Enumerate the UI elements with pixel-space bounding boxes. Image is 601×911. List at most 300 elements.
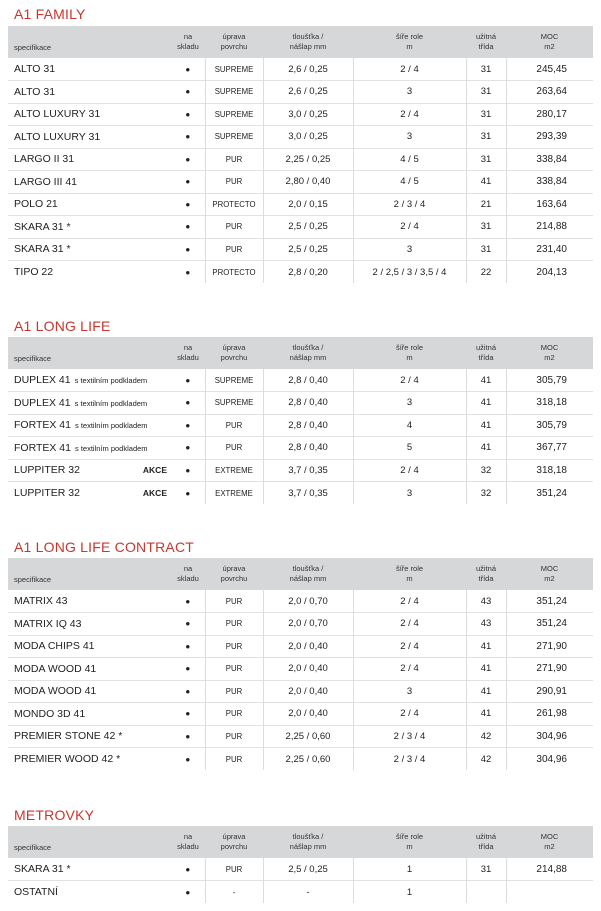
header-surface-line1: úprava xyxy=(222,564,246,573)
in-stock-dot: • xyxy=(185,440,191,456)
in-stock-dot: • xyxy=(185,151,191,167)
product-name-cell xyxy=(8,261,171,284)
table-row xyxy=(8,748,593,771)
header-width xyxy=(353,26,466,58)
price-table xyxy=(8,337,593,504)
header-stock-line1: na xyxy=(183,343,193,352)
in-stock-dot: • xyxy=(185,661,191,677)
price-cell: 351,24 xyxy=(506,482,593,505)
width-cell: 3 xyxy=(353,680,466,703)
width-cell: 2 / 2,5 / 3 / 3,5 / 4 xyxy=(353,261,466,284)
product-name: DUPLEX 41 xyxy=(14,374,71,386)
product-name-cell xyxy=(8,635,171,658)
class-cell: 31 xyxy=(466,858,506,881)
class-cell: 31 xyxy=(466,238,506,261)
product-name: LARGO III 41 xyxy=(14,175,78,188)
header-surface-line1: úprava xyxy=(222,832,246,841)
product-name: LUPPITER 32 xyxy=(14,464,80,477)
class-cell xyxy=(466,881,506,904)
table-row xyxy=(8,437,593,460)
product-name: LUPPITER 32 xyxy=(14,487,80,499)
class-cell: 41 xyxy=(466,171,506,194)
section-title: METROVKY xyxy=(14,807,95,823)
table-row xyxy=(8,58,593,81)
price-cell: 163,64 xyxy=(506,193,593,216)
header-surface xyxy=(205,26,263,58)
table-row xyxy=(8,193,593,216)
class-cell: 43 xyxy=(466,613,506,636)
surface-cell: PUR xyxy=(205,635,263,658)
header-surface-line1: úprava xyxy=(222,343,246,352)
header-width-line2: m xyxy=(406,42,413,51)
surface-cell: SUPREME xyxy=(205,103,263,126)
surface-cell: PUR xyxy=(205,437,263,460)
class-cell: 31 xyxy=(466,58,506,81)
product-name: POLO 21 xyxy=(14,198,58,211)
header-thickness-line2: nášlap mm xyxy=(289,353,327,362)
width-cell: 2 / 4 xyxy=(353,459,466,482)
in-stock-dot: • xyxy=(185,616,191,632)
product-name: MODA WOOD 41 xyxy=(14,685,97,698)
class-cell: 41 xyxy=(466,437,506,460)
price-table xyxy=(8,558,593,770)
width-cell: 3 xyxy=(353,392,466,415)
product-name-cell xyxy=(8,858,171,881)
product-name: ALTO LUXURY 31 xyxy=(14,130,101,143)
price-cell: 304,96 xyxy=(506,748,593,771)
price-cell: 271,90 xyxy=(506,658,593,681)
header-thickness-line2: nášlap mm xyxy=(289,574,327,583)
header-row xyxy=(8,337,593,369)
surface-cell: - xyxy=(205,881,263,904)
header-price-line1: MOC xyxy=(540,832,559,841)
price-cell: 293,39 xyxy=(506,126,593,149)
header-class-line2: třída xyxy=(478,353,494,362)
product-name: PREMIER STONE 42 * xyxy=(14,730,123,743)
width-cell: 1 xyxy=(353,881,466,904)
header-stock-line2: skladu xyxy=(177,574,199,583)
header-price xyxy=(506,337,593,369)
header-thickness-line1: tloušťka / xyxy=(292,832,324,841)
akce-badge: AKCE xyxy=(142,465,167,476)
table-row xyxy=(8,369,593,392)
price-cell: 214,88 xyxy=(506,858,593,881)
width-cell: 3 xyxy=(353,238,466,261)
thickness-cell: 2,25 / 0,60 xyxy=(263,748,353,771)
header-thickness-line1: tloušťka / xyxy=(292,343,324,352)
table-row xyxy=(8,81,593,104)
akce-badge: AKCE xyxy=(142,488,167,498)
table-row xyxy=(8,680,593,703)
table-row xyxy=(8,658,593,681)
surface-cell: PUR xyxy=(205,748,263,771)
width-cell: 3 xyxy=(353,482,466,505)
price-cell: 351,24 xyxy=(506,590,593,613)
price-cell: 338,84 xyxy=(506,171,593,194)
in-stock-dot: • xyxy=(185,219,191,235)
width-cell: 2 / 4 xyxy=(353,58,466,81)
header-price-line2: m2 xyxy=(544,42,555,51)
class-cell: 31 xyxy=(466,148,506,171)
product-name: MODA CHIPS 41 xyxy=(14,640,95,653)
header-surface-line2: povrchu xyxy=(220,842,248,851)
header-stock-line1: na xyxy=(183,32,193,41)
price-cell: 351,24 xyxy=(506,613,593,636)
header-price-line2: m2 xyxy=(544,842,555,851)
header-class-line1: užitná xyxy=(475,564,496,573)
width-cell: 4 / 5 xyxy=(353,148,466,171)
product-name: DUPLEX 41 xyxy=(14,396,71,409)
product-name-cell xyxy=(8,238,171,261)
header-thickness-line1: tloušťka / xyxy=(292,564,324,573)
table-row xyxy=(8,238,593,261)
width-cell: 2 / 3 / 4 xyxy=(353,193,466,216)
surface-cell: PUR xyxy=(205,171,263,194)
header-class-line1: užitná xyxy=(475,32,496,41)
header-width xyxy=(353,558,466,590)
surface-cell: PUR xyxy=(205,238,263,261)
product-name-cell xyxy=(8,437,171,460)
header-row xyxy=(8,26,593,58)
header-stock-line1: na xyxy=(183,832,193,841)
class-cell: 41 xyxy=(466,635,506,658)
header-thickness-line2: nášlap mm xyxy=(289,42,327,51)
surface-cell: SUPREME xyxy=(205,81,263,104)
surface-cell: PUR xyxy=(205,658,263,681)
header-stock xyxy=(171,26,205,58)
width-cell: 5 xyxy=(353,437,466,460)
header-row xyxy=(8,826,593,858)
product-name: OSTATNÍ xyxy=(14,886,58,898)
header-spec: specifikace xyxy=(14,843,52,852)
thickness-cell: 2,0 / 0,70 xyxy=(263,613,353,636)
header-row xyxy=(8,558,593,590)
header-width-line1: šíře role xyxy=(395,564,424,573)
table-row xyxy=(8,459,593,482)
header-width-line2: m xyxy=(406,574,413,583)
in-stock-dot: • xyxy=(185,196,191,212)
product-name-cell xyxy=(8,58,171,81)
thickness-cell: 3,0 / 0,25 xyxy=(263,126,353,149)
in-stock-dot: • xyxy=(185,106,191,122)
header-surface-line2: povrchu xyxy=(220,353,248,362)
product-name-cell xyxy=(8,680,171,703)
header-price xyxy=(506,558,593,590)
table-row xyxy=(8,482,593,505)
product-name-cell xyxy=(8,703,171,726)
price-cell: 367,77 xyxy=(506,437,593,460)
class-cell: 31 xyxy=(466,81,506,104)
class-cell: 41 xyxy=(466,369,506,392)
header-stock xyxy=(171,558,205,590)
surface-cell: PUR xyxy=(205,613,263,636)
in-stock-dot: • xyxy=(185,683,191,699)
header-price-line1: MOC xyxy=(540,343,559,352)
in-stock-dot: • xyxy=(185,751,191,767)
surface-cell: SUPREME xyxy=(205,126,263,149)
class-cell: 31 xyxy=(466,103,506,126)
class-cell: 32 xyxy=(466,459,506,482)
header-class-line2: třída xyxy=(478,842,494,851)
table-row xyxy=(8,635,593,658)
in-stock-dot: • xyxy=(185,84,191,100)
header-class-line2: třída xyxy=(478,574,494,583)
header-thickness-line2: nášlap mm xyxy=(289,842,327,851)
surface-cell: EXTREME xyxy=(205,459,263,482)
table-row xyxy=(8,703,593,726)
product-name: SKARA 31 * xyxy=(14,220,71,233)
thickness-cell: 2,5 / 0,25 xyxy=(263,238,353,261)
class-cell: 41 xyxy=(466,680,506,703)
class-cell: 31 xyxy=(466,126,506,149)
header-width-line1: šíře role xyxy=(395,832,424,841)
header-surface xyxy=(205,826,263,858)
header-thickness-line1: tloušťka / xyxy=(292,32,324,41)
header-thickness xyxy=(263,26,353,58)
in-stock-dot: • xyxy=(185,395,191,411)
header-width xyxy=(353,337,466,369)
width-cell: 2 / 3 / 4 xyxy=(353,725,466,748)
product-name-cell xyxy=(8,81,171,104)
thickness-cell: 2,80 / 0,40 xyxy=(263,171,353,194)
width-cell: 2 / 4 xyxy=(353,216,466,239)
product-name-cell xyxy=(8,414,171,437)
product-name-cell xyxy=(8,482,171,505)
product-name-cell xyxy=(8,613,171,636)
header-class-line1: užitná xyxy=(475,343,496,352)
header-class xyxy=(466,826,506,858)
surface-cell: PUR xyxy=(205,680,263,703)
product-name: ALTO 31 xyxy=(14,63,56,75)
price-cell: 290,91 xyxy=(506,680,593,703)
thickness-cell: 2,25 / 0,60 xyxy=(263,725,353,748)
header-price xyxy=(506,26,593,58)
table-row xyxy=(8,171,593,194)
thickness-cell: 2,0 / 0,40 xyxy=(263,658,353,681)
price-cell xyxy=(506,881,593,904)
in-stock-dot: • xyxy=(185,861,191,877)
width-cell: 1 xyxy=(353,858,466,881)
product-name: MATRIX 43 xyxy=(14,595,68,607)
product-name: FORTEX 41 xyxy=(14,441,71,454)
table-row xyxy=(8,613,593,636)
header-thickness xyxy=(263,826,353,858)
thickness-cell: 2,0 / 0,40 xyxy=(263,680,353,703)
header-surface xyxy=(205,558,263,590)
thickness-cell: 2,8 / 0,40 xyxy=(263,392,353,415)
price-table xyxy=(8,826,593,903)
in-stock-dot: • xyxy=(185,638,191,654)
in-stock-dot: • xyxy=(185,884,191,900)
product-name: SKARA 31 * xyxy=(14,863,71,875)
header-price xyxy=(506,826,593,858)
thickness-cell: - xyxy=(263,881,353,904)
width-cell: 3 xyxy=(353,81,466,104)
product-name: MONDO 3D 41 xyxy=(14,707,86,720)
thickness-cell: 2,0 / 0,15 xyxy=(263,193,353,216)
header-thickness xyxy=(263,337,353,369)
product-note: s textilním podkladem xyxy=(74,376,148,385)
header-price-line1: MOC xyxy=(540,564,559,573)
class-cell: 42 xyxy=(466,725,506,748)
width-cell: 2 / 4 xyxy=(353,703,466,726)
in-stock-dot: • xyxy=(185,462,191,478)
thickness-cell: 2,5 / 0,25 xyxy=(263,858,353,881)
header-surface-line1: úprava xyxy=(222,32,246,41)
header-width-line1: šíře role xyxy=(395,343,424,352)
price-cell: 305,79 xyxy=(506,414,593,437)
in-stock-dot: • xyxy=(185,61,191,77)
header-class-line1: užitná xyxy=(475,832,496,841)
product-note: s textilním podkladem xyxy=(74,398,148,408)
class-cell: 31 xyxy=(466,216,506,239)
in-stock-dot: • xyxy=(185,129,191,145)
in-stock-dot: • xyxy=(185,372,191,388)
in-stock-dot: • xyxy=(185,593,191,609)
table-row xyxy=(8,261,593,284)
price-cell: 318,18 xyxy=(506,392,593,415)
width-cell: 2 / 4 xyxy=(353,613,466,636)
surface-cell: SUPREME xyxy=(205,58,263,81)
thickness-cell: 2,0 / 0,40 xyxy=(263,635,353,658)
product-name-cell xyxy=(8,459,171,482)
price-cell: 304,96 xyxy=(506,725,593,748)
table-row xyxy=(8,858,593,881)
class-cell: 41 xyxy=(466,658,506,681)
table-row xyxy=(8,392,593,415)
table-row xyxy=(8,881,593,904)
price-table xyxy=(8,26,593,283)
thickness-cell: 2,8 / 0,40 xyxy=(263,369,353,392)
price-cell: 305,79 xyxy=(506,369,593,392)
in-stock-dot: • xyxy=(185,728,191,744)
product-name: MATRIX IQ 43 xyxy=(14,617,82,630)
surface-cell: PROTECTO xyxy=(205,193,263,216)
header-surface xyxy=(205,337,263,369)
thickness-cell: 2,8 / 0,20 xyxy=(263,261,353,284)
product-name-cell xyxy=(8,216,171,239)
header-class xyxy=(466,558,506,590)
price-cell: 261,98 xyxy=(506,703,593,726)
header-spec: specifikace xyxy=(14,354,52,363)
price-cell: 280,17 xyxy=(506,103,593,126)
header-width-line1: šíře role xyxy=(395,32,424,41)
thickness-cell: 3,7 / 0,35 xyxy=(263,459,353,482)
product-name-cell xyxy=(8,193,171,216)
table-row xyxy=(8,126,593,149)
section-title: A1 LONG LIFE CONTRACT xyxy=(14,539,195,555)
header-thickness xyxy=(263,558,353,590)
product-name-cell xyxy=(8,126,171,149)
price-cell: 245,45 xyxy=(506,58,593,81)
header-width-line2: m xyxy=(406,842,413,851)
thickness-cell: 3,7 / 0,35 xyxy=(263,482,353,505)
table-row xyxy=(8,414,593,437)
width-cell: 2 / 3 / 4 xyxy=(353,748,466,771)
header-price-line1: MOC xyxy=(540,32,559,41)
in-stock-dot: • xyxy=(185,241,191,257)
surface-cell: PUR xyxy=(205,590,263,613)
surface-cell: PUR xyxy=(205,148,263,171)
table-row xyxy=(8,103,593,126)
product-name-cell xyxy=(8,369,171,392)
header-surface-line2: povrchu xyxy=(220,574,248,583)
price-cell: 204,13 xyxy=(506,261,593,284)
product-name-cell xyxy=(8,392,171,415)
product-note: s textilním podkladem xyxy=(75,421,148,431)
width-cell: 2 / 4 xyxy=(353,369,466,392)
width-cell: 2 / 4 xyxy=(353,658,466,681)
in-stock-dot: • xyxy=(185,264,191,280)
surface-cell: SUPREME xyxy=(205,369,263,392)
section-title: A1 LONG LIFE xyxy=(14,318,111,334)
header-stock-line2: skladu xyxy=(177,842,199,851)
price-cell: 318,18 xyxy=(506,459,593,482)
header-spec: specifikace xyxy=(14,575,52,584)
thickness-cell: 2,5 / 0,25 xyxy=(263,216,353,239)
product-name: MODA WOOD 41 xyxy=(14,662,97,675)
width-cell: 2 / 4 xyxy=(353,635,466,658)
section-title: A1 FAMILY xyxy=(14,6,86,22)
in-stock-dot: • xyxy=(185,485,191,501)
width-cell: 3 xyxy=(353,126,466,149)
header-price-line2: m2 xyxy=(544,353,555,362)
width-cell: 4 xyxy=(353,414,466,437)
product-name-cell xyxy=(8,748,171,771)
price-cell: 263,64 xyxy=(506,81,593,104)
thickness-cell: 2,25 / 0,25 xyxy=(263,148,353,171)
product-name-cell xyxy=(8,590,171,613)
in-stock-dot: • xyxy=(185,417,191,433)
in-stock-dot: • xyxy=(185,706,191,722)
header-price-line2: m2 xyxy=(544,574,555,583)
header-stock xyxy=(171,826,205,858)
class-cell: 42 xyxy=(466,748,506,771)
thickness-cell: 2,8 / 0,40 xyxy=(263,414,353,437)
thickness-cell: 3,0 / 0,25 xyxy=(263,103,353,126)
header-class-line2: třída xyxy=(478,42,494,51)
price-cell: 231,40 xyxy=(506,238,593,261)
surface-cell: PUR xyxy=(205,216,263,239)
table-row xyxy=(8,216,593,239)
header-class xyxy=(466,337,506,369)
class-cell: 41 xyxy=(466,703,506,726)
width-cell: 2 / 4 xyxy=(353,103,466,126)
product-name: ALTO LUXURY 31 xyxy=(14,108,101,121)
surface-cell: PUR xyxy=(205,858,263,881)
header-width-line2: m xyxy=(406,353,413,362)
product-name: LARGO II 31 xyxy=(14,153,75,166)
class-cell: 32 xyxy=(466,482,506,505)
thickness-cell: 2,0 / 0,40 xyxy=(263,703,353,726)
header-spec: specifikace xyxy=(14,43,52,52)
thickness-cell: 2,0 / 0,70 xyxy=(263,590,353,613)
class-cell: 43 xyxy=(466,590,506,613)
width-cell: 2 / 4 xyxy=(353,590,466,613)
surface-cell: PUR xyxy=(205,725,263,748)
product-name: TIPO 22 xyxy=(14,266,54,278)
price-cell: 214,88 xyxy=(506,216,593,239)
surface-cell: PROTECTO xyxy=(205,261,263,284)
product-name-cell xyxy=(8,171,171,194)
product-name: FORTEX 41 xyxy=(14,419,71,432)
product-name: PREMIER WOOD 42 * xyxy=(14,753,121,765)
surface-cell: PUR xyxy=(205,414,263,437)
header-stock-line2: skladu xyxy=(177,353,199,362)
header-stock-line1: na xyxy=(183,564,193,573)
thickness-cell: 2,8 / 0,40 xyxy=(263,437,353,460)
product-name-cell xyxy=(8,658,171,681)
